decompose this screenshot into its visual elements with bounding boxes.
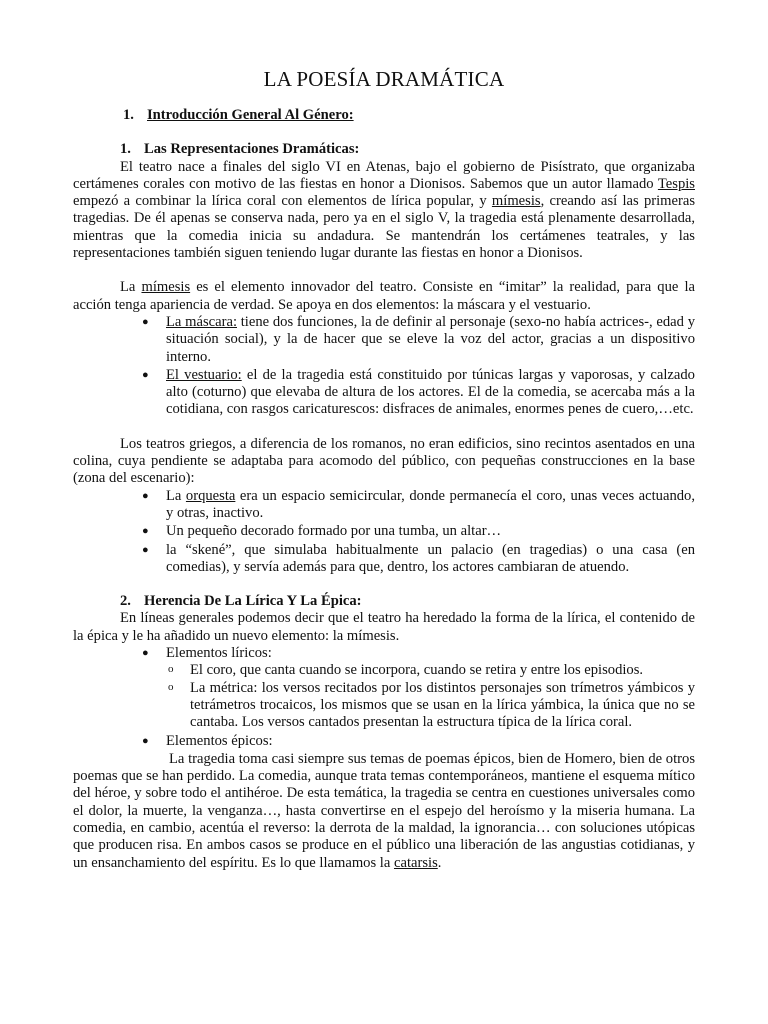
section-title: Introducción General Al Género: <box>147 107 354 123</box>
text-run: El coro, que canta cuando se incorpora, cuando se retira y entre los episodios. <box>190 662 644 679</box>
text-run: Un pequeño decorado formado por una tumba, un altar… <box>166 523 502 540</box>
subsection-title: Herencia De La Lírica Y La Épica: <box>144 593 362 610</box>
list-item <box>73 523 695 540</box>
sublist-liricos <box>73 662 695 731</box>
document-title: LA POESÍA DRAMÁTICA <box>263 67 505 91</box>
subsection-number: 2. <box>120 593 131 610</box>
list-mascara-vestuario <box>73 314 695 419</box>
paragraph-herencia: En líneas generales podemos decir que el teatro ha heredado la forma de la lírica, el contenido de la épica y le ha añadido un nuevo elemento: la mímesis. <box>73 610 695 644</box>
bullet-icon: ● <box>142 525 149 538</box>
list-partes-teatro <box>73 488 695 576</box>
text-run: . <box>437 854 442 871</box>
term-tespis: Tespis <box>657 175 695 192</box>
paragraph-temas-epicos <box>73 751 695 872</box>
list-item-elementos-liricos <box>73 645 695 731</box>
list-item <box>73 367 695 419</box>
text-run: era un espacio semicircular, donde permanecía el coro, unas veces actuando, y otras, inactivo. <box>166 487 695 521</box>
term-catarsis: catarsis <box>393 854 438 871</box>
bullet-icon: ● <box>142 489 149 502</box>
list-item-elementos-epicos <box>73 733 695 750</box>
text-run: La tragedia toma casi siempre sus temas de poemas épicos, bien de Homero, bien de otros poemas que se han perdido. La comedia, aunque trata temas contemporáneos, mantiene el esquema mítico del héroe, y sobre todo el antihéroe. De esta temática, la tragedia se centra en cuestiones universales como el dolor, la muerte, la venganza…, hasta convertirse en el espejo del heroísmo y la miseria humana. La comedia, en cambio, acentúa el reverso: la derrota de la maldad, la ignorancia… con soluciones utópicas que producen risa. En ambos casos se produce en el público una liberación de las angustias cotidianas, y un ensanchamiento del espíritu. Es lo que llamamos la <box>73 750 695 871</box>
paragraph-mimesis <box>73 279 695 314</box>
subsection-heading-herencia <box>73 593 695 610</box>
text-run: empezó a combinar la lírica coral con elementos de lírica popular, y <box>73 193 492 210</box>
paragraph-origen-teatro <box>73 159 695 263</box>
subsection-title: Las Representaciones Dramáticas: <box>144 141 360 158</box>
list-item <box>73 542 695 577</box>
bullet-icon: ● <box>142 647 149 660</box>
subsection-heading-representaciones <box>73 141 695 158</box>
text-run: La <box>120 279 142 296</box>
circle-bullet-icon: o <box>168 663 174 676</box>
sublist-item <box>73 680 695 732</box>
bullet-icon: ● <box>142 368 149 381</box>
list-item <box>73 314 695 366</box>
list-item <box>73 488 695 523</box>
sublist-item <box>73 662 695 679</box>
term-orquesta: orquesta <box>185 487 236 504</box>
text-run: tiene dos funciones, la de definir al personaje (sexo-no había actrices-, edad y situación social), y la de hacer que se eleve la voz del actor, gracias a un dispositivo interno. <box>166 313 695 365</box>
section-heading-introduccion <box>73 107 695 124</box>
paragraph-teatros-griegos: Los teatros griegos, a diferencia de los romanos, no eran edificios, sino recintos asentados en una colina, cuya pendiente se adaptaba para acomodo del público, con pequeñas construcciones en la base (zona del escenario): <box>73 435 695 487</box>
text-run: la “skené”, que simulaba habitualmente un palacio (en tragedias) o una casa (en comedias), y servía además para que, dentro, los actores cambiaran de atuendo. <box>166 541 695 575</box>
text-run: el de la tragedia está constituido por túnicas largas y vaporosas, y calzado alto (coturno) que elevaba de altura de los actores. El de la comedia, se acercaba más a la cotidiana, con rasgos caricaturescos: disfraces de animales, enormes penes de cuero,…etc. <box>166 366 695 418</box>
text-run: Elementos líricos: <box>166 645 272 662</box>
term-mimesis: mímesis <box>141 279 191 296</box>
term-label: El vestuario: <box>166 366 242 383</box>
circle-bullet-icon: o <box>168 680 174 693</box>
bullet-icon: ● <box>142 315 149 328</box>
text-run: Elementos épicos: <box>166 732 273 749</box>
list-elementos <box>73 645 695 750</box>
term-label: La máscara: <box>166 313 237 330</box>
text-run: La métrica: los versos recitados por los distintos personajes son trímetros yámbicos y tetrámetros trocaicos, los mismos que se usan en la lírica yámbica, la única que no se cantaba. Los versos cantados presentan la estructura típica de la lírica coral. <box>190 679 695 731</box>
bullet-icon: ● <box>142 734 149 747</box>
bullet-icon: ● <box>142 543 149 556</box>
document-page <box>73 66 695 872</box>
text-run: es el elemento innovador del teatro. Consiste en “imitar” la realidad, para que la acción tenga apariencia de verdad. Se apoya en dos elementos: la máscara y el vestuario. <box>73 279 695 313</box>
subsection-number: 1. <box>120 141 131 158</box>
term-mimesis: mímesis <box>491 193 541 210</box>
text-run: El teatro nace a finales del siglo VI en Atenas, bajo el gobierno de Pisístrato, que organizaba certámenes corales con motivo de las fiestas en honor a Dionisos. Sabemos que un autor llamado <box>73 158 695 192</box>
text-run: La <box>166 487 186 504</box>
text-run: , creando así las primeras tragedias. De él apenas se conserva nada, pero ya en el siglo V, la tragedia está plenamente desarrollada, mientras que la comedia inicia su andadura. Se mantendrán los certámenes teatrales, y las representaciones también siguen teniendo lugar durante las fiestas en honor a Dionisos. <box>73 193 696 262</box>
section-number: 1. <box>123 107 134 123</box>
